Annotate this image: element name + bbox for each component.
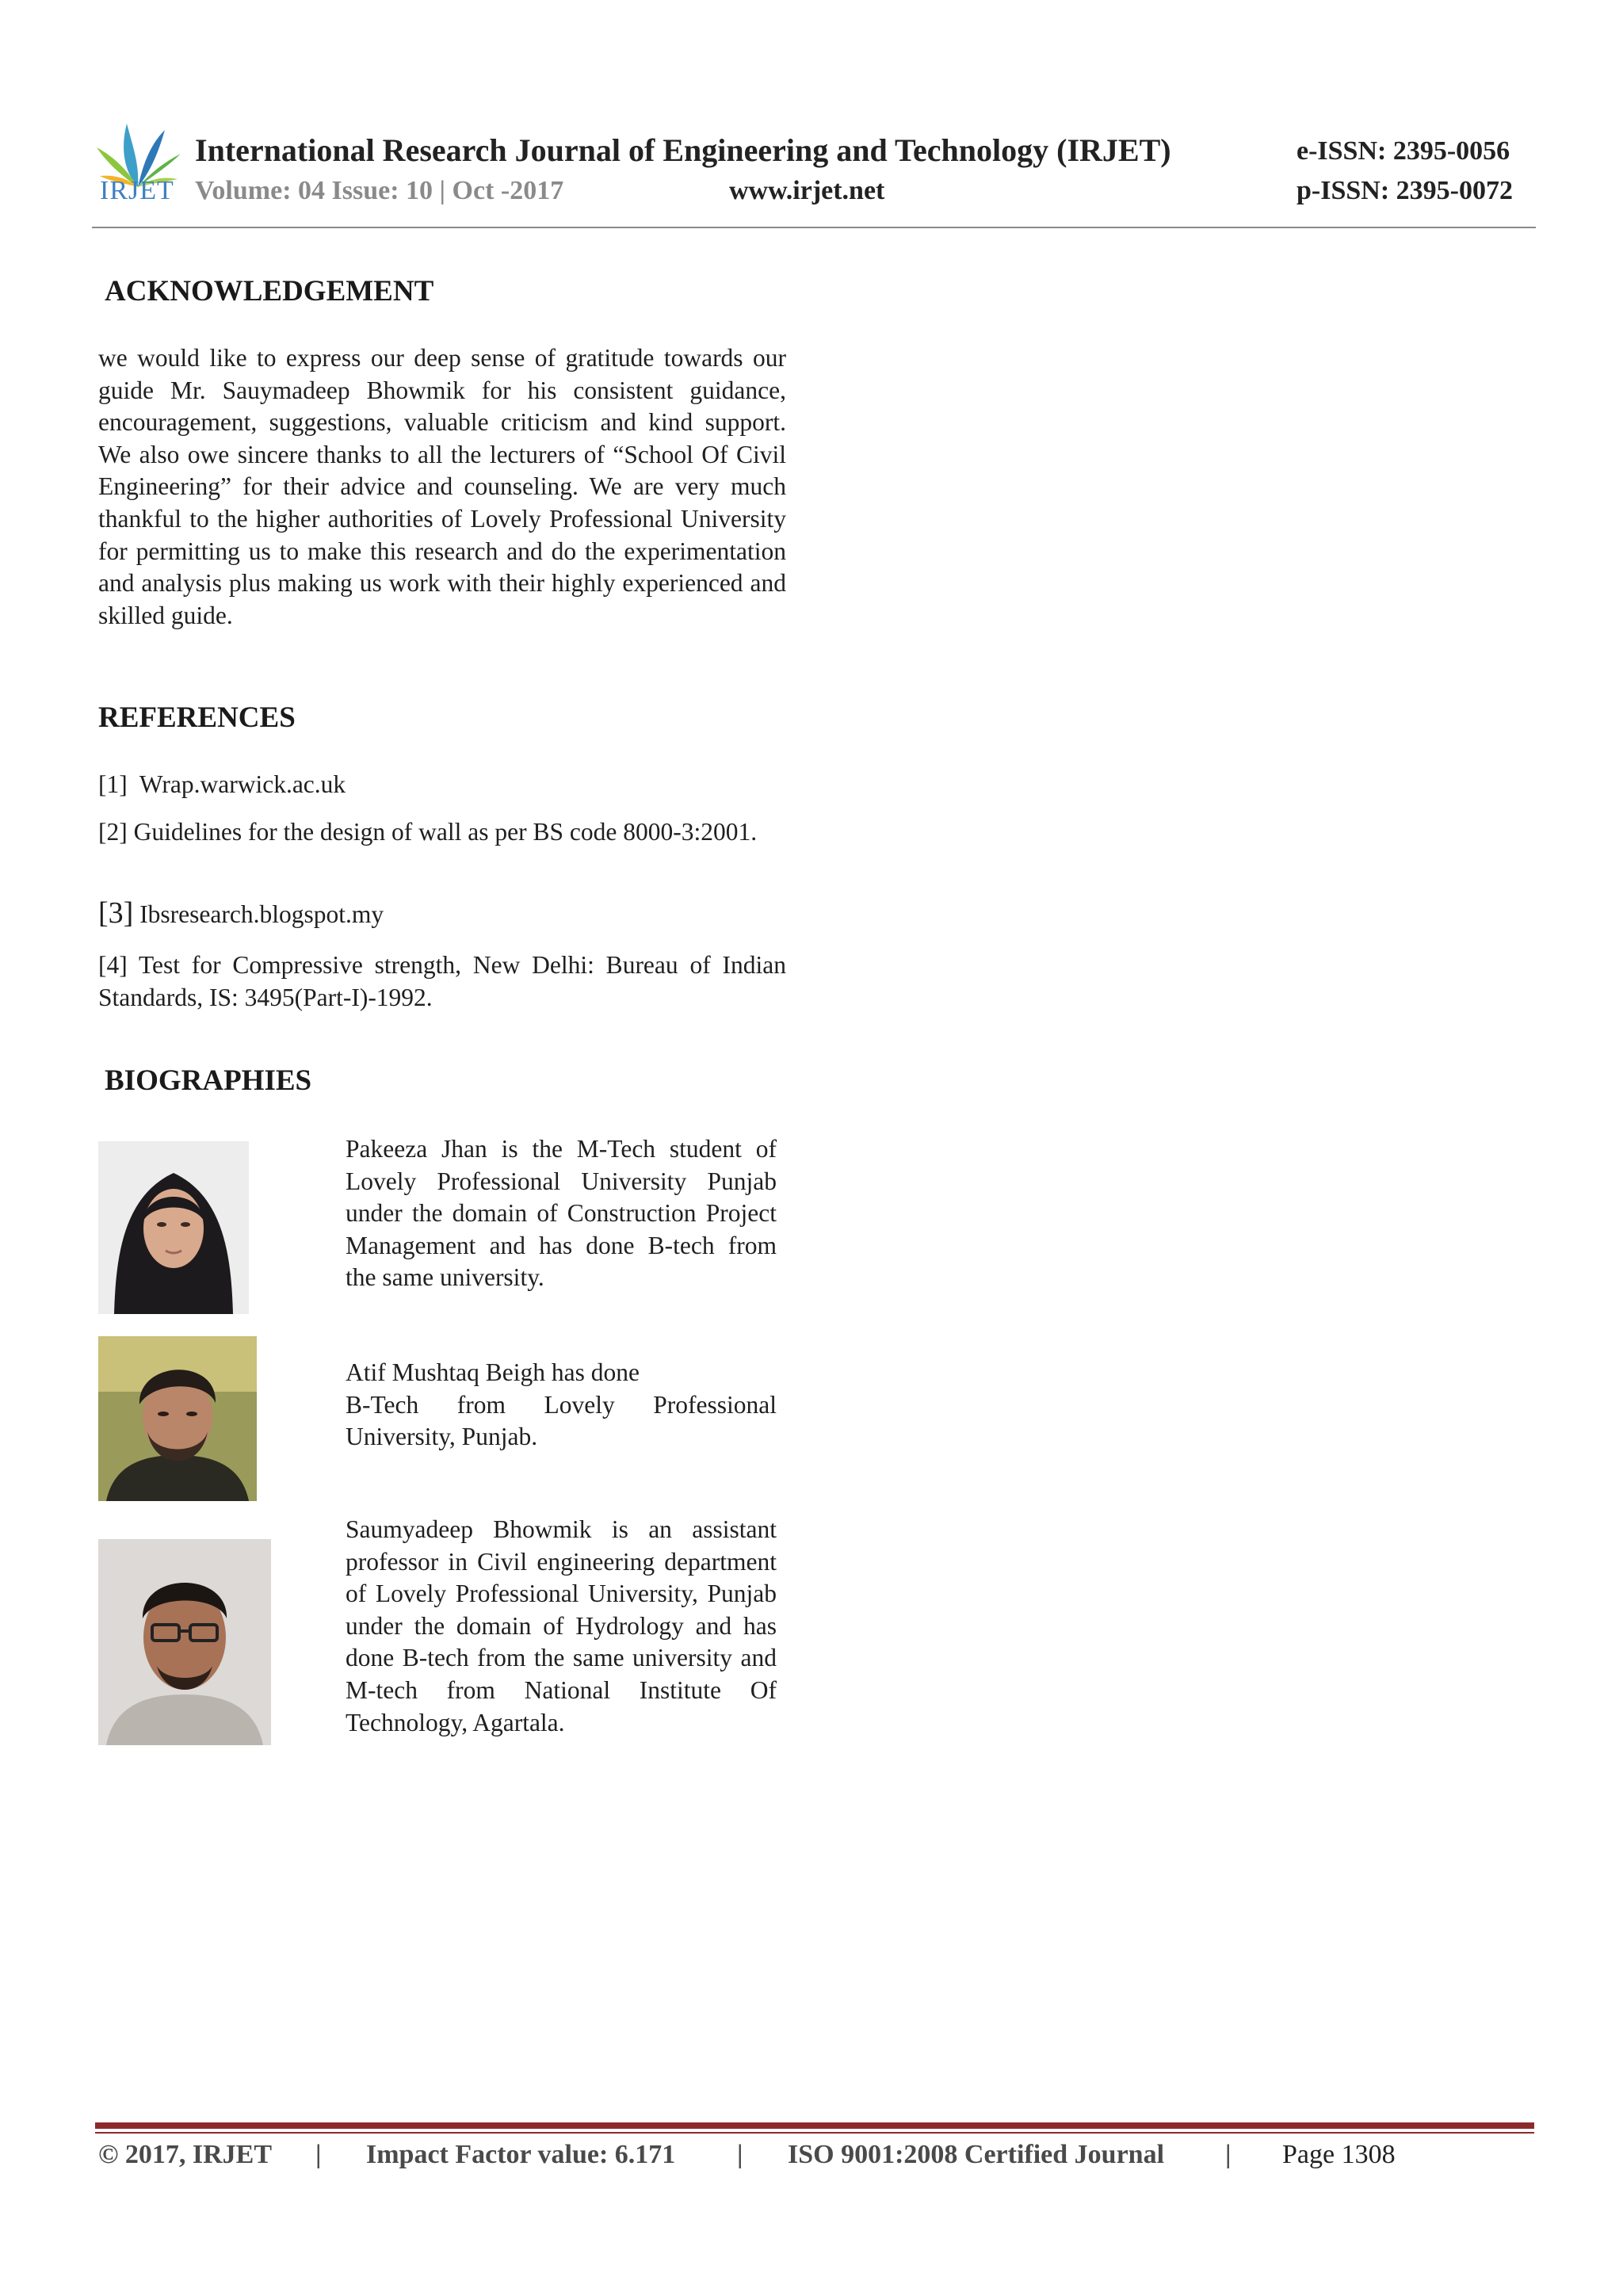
journal-title: International Research Journal of Engineering and Technology (IRJET) [195, 132, 1171, 168]
reference-item [98, 769, 786, 801]
pissn: p-ISSN: 2395-0072 [1296, 176, 1513, 205]
acknowledgement-heading: ACKNOWLEDGEMENT [105, 275, 434, 308]
logo-text: IRJET [100, 176, 174, 205]
reference-item [98, 816, 786, 849]
biography-atif [346, 1357, 777, 1454]
biographies-heading: BIOGRAPHIES [105, 1064, 312, 1097]
volume-issue: Volume: 04 Issue: 10 | Oct -2017 [195, 176, 564, 205]
author-photo-atif [98, 1336, 257, 1501]
reference-number: [1] [98, 770, 128, 798]
acknowledgement-text: we would like to express our deep sense of gratitude towards our guide Mr. Sauymadeep Bhowmik for his consistent guidance, encouragement, suggestions, valuable criticism and kind support. We also owe sincere thanks to all the lecturers of “School Of Civil Engineering” for their advice and counseling. We are very much thankful to the higher authorities of Lovely Professional University for permitting us to make this research and do the experimentation and analysis plus making us work with their highly experienced and skilled guide. [98, 344, 786, 629]
reference-text: Guidelines for the design of wall as per BS code 8000-3:2001. [133, 818, 758, 846]
biography-saumyadeep: Saumyadeep Bhowmik is an assistant professor in Civil engineering department of Lovely Professional University, Punjab under the domain of Hydrology and has done B-tech from the same university and M-tech from National Institute Of Technology, Agartala. [346, 1515, 777, 1736]
reference-text: Wrap.warwick.ac.uk [139, 770, 346, 798]
footer-separator: | [1225, 2140, 1232, 2169]
eissn: e-ISSN: 2395-0056 [1296, 136, 1510, 166]
journal-website-link[interactable]: www.irjet.net [729, 176, 885, 205]
footer-separator: | [737, 2140, 743, 2169]
reference-number: [4] [98, 951, 128, 979]
footer-divider-thin [95, 2132, 1534, 2134]
footer-page-number: Page 1308 [1282, 2140, 1396, 2169]
footer-copyright: © 2017, IRJET [98, 2140, 273, 2169]
references-heading: REFERENCES [98, 701, 296, 734]
footer-impact-factor: Impact Factor value: 6.171 [366, 2140, 676, 2169]
reference-item [98, 897, 786, 931]
header-divider [92, 227, 1536, 228]
biography-atif-line2: B-Tech from Lovely Professional University, Punjab. [346, 1390, 777, 1451]
footer-separator: | [315, 2140, 322, 2169]
footer-iso: ISO 9001:2008 Certified Journal [788, 2140, 1165, 2169]
reference-text: Test for Compressive strength, New Delhi: Bureau of Indian Standards, IS: 3495(Part-I)-1992. [98, 951, 786, 1011]
author-photo-pakeeza [98, 1141, 249, 1314]
biography-pakeeza: Pakeeza Jhan is the M-Tech student of Lovely Professional University Punjab under the domain of Construction Project Management and has done B-tech from the same university. [346, 1135, 777, 1292]
reference-number: [2] [98, 818, 128, 846]
footer-divider [95, 2122, 1534, 2129]
reference-number: [3] [98, 896, 134, 930]
reference-item [98, 949, 786, 1014]
biography-atif-line1: Atif Mushtaq Beigh has done [346, 1358, 640, 1386]
reference-text: Ibsresearch.blogspot.my [139, 900, 384, 928]
author-photo-saumyadeep [98, 1539, 271, 1745]
